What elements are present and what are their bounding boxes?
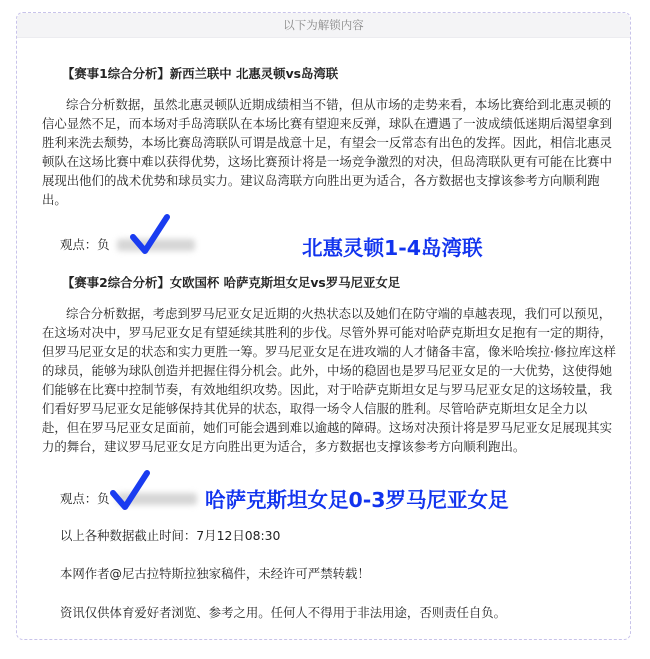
analysis-line: 们看好罗马尼亚女足能够保持其优异的状态，取得一场令人信服的胜利。尽管哈萨克斯坦女足全力以: [42, 401, 588, 416]
analysis-line: 力的舞台，建议罗马尼亚女足方向胜出更为适合，多方数据也支撑该参考方向顺利跑出。: [42, 439, 526, 454]
analysis-line: 顿队在这场比赛中难以获得优势，这场比赛预计将是一场竞争激烈的对决，但岛湾联队更有可能在比赛中: [42, 154, 612, 169]
checkmark-icon: [107, 469, 153, 515]
match1-result: 北惠灵顿1-4岛湾联: [302, 236, 483, 260]
data-cutoff-time: 以上各种数据截止时间：7月12日08:30: [60, 528, 281, 543]
unlocked-content-card: [16, 12, 631, 640]
analysis-line: 综合分析数据，虽然北惠灵顿队近期成绩相当不错，但从市场的走势来看，本场比赛给到北惠灵顿的: [66, 97, 612, 112]
analysis-line: 胜利来洗去颓势，本场比赛岛湾联队可谓是战意十足，有望会一反常态有出色的发挥。因此，相信北惠灵: [42, 135, 612, 150]
analysis-line: 赴，但在罗马尼亚女足面前，她们可能会遇到难以逾越的障碍。这场对决预计将是罗马尼亚女足展现其实: [42, 420, 612, 435]
match2-viewpoint-label: 观点：负: [60, 491, 110, 506]
checkmark-icon: [127, 213, 173, 259]
match2-result: 哈萨克斯坦女足0-3罗马尼亚女足: [205, 488, 509, 512]
match1-title: 【赛事1综合分析】新西兰联中 北惠灵顿vs岛湾联: [62, 66, 339, 81]
analysis-line: 出。: [42, 192, 67, 207]
unlocked-header: 以下为解锁内容: [17, 13, 630, 38]
analysis-line: 但罗马尼亚女足的状态和实力更胜一筹。罗马尼亚女足在进攻端的人才储备丰富，像米哈埃拉·修拉库这样: [42, 344, 616, 359]
analysis-line: 信心显然不足，而本场对手岛湾联队在本场比赛有望迎来反弹，球队在遭遇了一波成绩低迷期后渴望拿到: [42, 116, 612, 131]
analysis-line: 综合分析数据，考虑到罗马尼亚女足近期的火热状态以及她们在防守端的卓越表现，我们可以预见，: [66, 306, 612, 321]
analysis-line: 的球员，能够为球队创造并把握住得分机会。此外，中场的稳固也是罗马尼亚女足的一大优势，这使得她: [42, 363, 612, 378]
match1-viewpoint-label: 观点：负: [60, 237, 110, 252]
analysis-line: 们能够在比赛中控制节奏，有效地组织攻势。因此，对于哈萨克斯坦女足与罗马尼亚女足的这场较量，我: [42, 382, 612, 397]
disclaimer: 资讯仅供体育爱好者浏览、参考之用。任何人不得用于非法用途，否则责任自负。: [60, 605, 507, 620]
author-copyright: 本网作者@尼古拉特斯拉独家稿件，未经许可严禁转载！: [60, 566, 370, 581]
analysis-line: 展现出他们的战术优势和球员实力。建议岛湾联方向胜出更为适合，各方数据也支撑该参考方向顺利跑: [42, 173, 600, 188]
match2-title: 【赛事2综合分析】女欧国杯 哈萨克斯坦女足vs罗马尼亚女足: [62, 275, 401, 290]
analysis-line: 在这场对决中，罗马尼亚女足有望延续其胜利的步伐。尽管外界可能对哈萨克斯坦女足抱有一定的期待，: [42, 325, 612, 340]
